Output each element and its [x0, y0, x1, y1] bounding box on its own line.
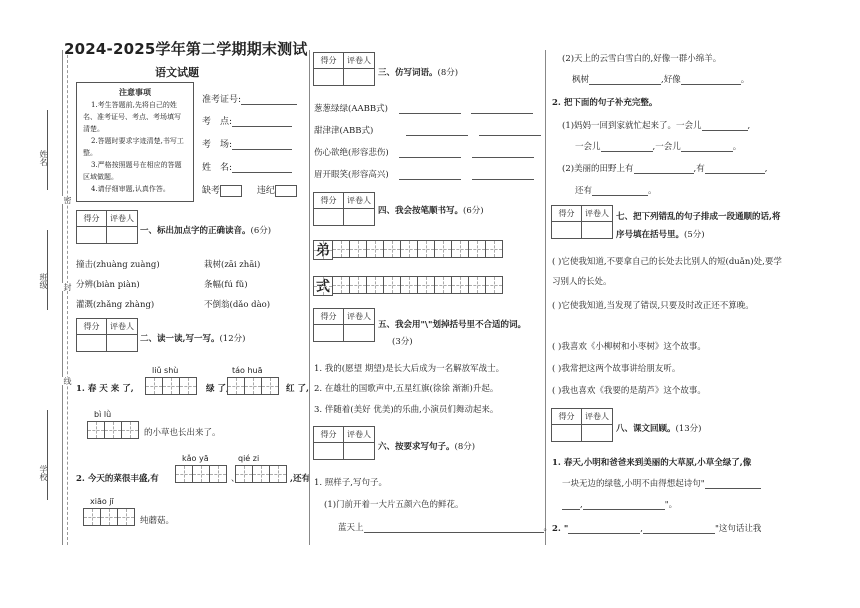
center-field[interactable]: [202, 114, 292, 127]
pinyin-xiaoji: xiāo jī: [90, 497, 114, 506]
s7-item[interactable]: ( )它使我知道,不要拿自己的长处去比别人的短(duǎn)处,要学习别人的长处。: [552, 257, 782, 287]
discipline-label: 违纪: [256, 186, 275, 196]
pinyin-qiezi: qié zi: [238, 454, 260, 463]
s8-q1: 1. 春天,小明和爸爸来到美丽的大草原,小草全绿了,像: [552, 458, 752, 468]
tianzige-taohua[interactable]: [228, 377, 279, 395]
s1-item[interactable]: 条幅(fú fǔ): [204, 280, 248, 290]
section-5-points: (3分): [392, 337, 413, 347]
name-label: 姓名: [39, 150, 48, 166]
char-shi: 式: [313, 276, 333, 296]
c3-s2a[interactable]: (1)妈妈一回到家就忙起来了。一会儿 ,: [562, 121, 751, 131]
tianzige-qiezi[interactable]: [236, 465, 287, 483]
absent-field[interactable]: [202, 183, 297, 197]
notice-box: [76, 82, 194, 202]
s7-item[interactable]: ( )我常把这两个故事讲给朋友听。: [552, 364, 681, 374]
section-8-title: 八、课文回顾。(13分): [616, 424, 702, 434]
page-subtitle: 语文试题: [155, 66, 199, 79]
section-6-title: 六、按要求写句子。(8分): [378, 442, 476, 452]
s2-line2-a: 2. 今天的菜很丰盛,有: [76, 474, 159, 484]
s2-line1-b: 绿 了,: [206, 384, 229, 394]
s2-line2-b: 、: [231, 474, 240, 484]
school-blank[interactable]: [47, 410, 48, 500]
s3-item[interactable]: 眉开眼笑(形容高兴): [314, 168, 534, 180]
s8-q1c[interactable]: , "。: [562, 498, 677, 510]
score-box-3: 得分 评卷人: [313, 52, 375, 86]
column-divider: [545, 50, 546, 545]
c3-s2b[interactable]: 一会儿 ,一会儿 。: [575, 142, 742, 152]
tianzige-kaoya[interactable]: [176, 465, 227, 483]
s8-q1b[interactable]: 一块无边的绿毯,小明不由得想起诗句": [562, 477, 761, 489]
c3-q2: (2)天上的云雪白雪白的,好像一群小绵羊。: [562, 54, 722, 64]
ticket-label: 准考证号:: [202, 95, 242, 105]
name-blank[interactable]: [47, 110, 48, 190]
pinyin-kaoya: kǎo yā: [182, 454, 209, 463]
section-5-title: 五、我会用"\"划掉括号里不合适的词。: [378, 320, 526, 330]
binding-dashed-line: [67, 50, 68, 545]
c3-fill[interactable]: 枫树 ,好像 。: [572, 75, 750, 85]
tianzige-xiaoji[interactable]: [84, 508, 135, 526]
s7-item[interactable]: ( )我喜欢《小柳树和小枣树》这个故事。: [552, 342, 706, 352]
s2-line1-c: 红 了,: [286, 384, 309, 394]
notice-title: 注意事项: [119, 87, 151, 97]
score-box-4: 得分 评卷人: [313, 192, 375, 226]
pinyin-bilu: bì lǜ: [94, 410, 112, 419]
c3-s2f[interactable]: 还有 。: [575, 186, 657, 196]
section-2-title: 二、读一读,写一写。(12分): [140, 334, 246, 344]
name-field[interactable]: [202, 160, 292, 173]
score-box-7: 得分 评卷人: [551, 205, 613, 239]
s2-line2-c: ,还有: [290, 474, 310, 484]
room-field[interactable]: [202, 137, 292, 150]
section-1-title: 一、标出加点字的正确读音。(6分): [140, 226, 272, 236]
pinyin-taohua: táo huā: [232, 366, 263, 375]
c3-s2-title: 2. 把下面的句子补充完整。: [552, 98, 658, 108]
column-divider: [309, 50, 310, 545]
section-7-title: 七、把下列错乱的句子排成一段通顺的话,将序号填在括号里。(5分): [616, 212, 781, 240]
s6-answer[interactable]: 蓝天上 。: [338, 523, 553, 533]
section-4-title: 四、我会按笔顺书写。(6分): [378, 206, 484, 216]
s3-item[interactable]: 伤心欲绝(形容悲伤): [314, 146, 534, 158]
c3-s2d[interactable]: (2)美丽的田野上有 ,有 ,: [562, 164, 768, 174]
seal-feng: 封: [63, 283, 72, 291]
tianzige-liushu[interactable]: [146, 377, 197, 395]
s3-item[interactable]: 甜津津(ABB式): [314, 124, 541, 136]
section-3-title: 三、仿写词语。(8分): [378, 68, 459, 78]
school-label: 学校: [39, 465, 48, 481]
s1-item[interactable]: 不倒翁(dǎo dào): [204, 300, 271, 310]
s7-item[interactable]: ( )我也喜欢《我要的是葫芦》这个故事。: [552, 386, 706, 396]
absent-label: 缺考: [202, 186, 221, 196]
binding-line: [62, 50, 63, 545]
class-blank[interactable]: [47, 230, 48, 310]
name-field-label: 姓 名:: [202, 163, 233, 173]
notice-item: 1.考生答题前,先将自己的姓名、准考证号、考点、考场填写清楚。: [83, 101, 181, 133]
s6-example: (1)门前开着一大片五颜六色的鲜花。: [324, 500, 464, 510]
room-label: 考 场:: [202, 140, 233, 150]
stroke-grid-shi[interactable]: [314, 276, 503, 296]
ticket-field[interactable]: [202, 92, 297, 105]
seal-mi: 密: [63, 196, 72, 204]
s3-item[interactable]: 葱葱绿绿(AABB式): [314, 102, 533, 114]
score-box-5: 得分 评卷人: [313, 308, 375, 342]
s5-item[interactable]: 3. 伴随着(美好 优美)的乐曲,小演员们舞动起来。: [314, 405, 499, 415]
notice-item: 3.严格按照题号在相应的答题区域做题。: [83, 161, 182, 181]
score-box-8: 得分 评卷人: [551, 408, 613, 442]
stroke-grid-di[interactable]: [314, 240, 503, 260]
s1-item[interactable]: 栽树(zāi zhāi): [204, 260, 261, 270]
s8-q2[interactable]: 2. " , "这句话让我: [552, 524, 762, 534]
s5-item[interactable]: 2. 在雄壮的国歌声中,五星红旗(徐徐 渐渐)升起。: [314, 384, 499, 394]
score-box-6: 得分 评卷人: [313, 426, 375, 460]
s1-item[interactable]: 分辨(biàn piàn): [76, 280, 140, 290]
s5-item[interactable]: 1. 我的(愿望 期望)是长大后成为一名解放军战士。: [314, 364, 505, 374]
notice-item: 4.请仔细审题,认真作答。: [91, 185, 170, 193]
score-box-1: 得分 评卷人: [76, 210, 138, 244]
s1-item[interactable]: 撞击(zhuàng zuàng): [76, 260, 160, 270]
s2-line2-d: 纯蘑菇。: [140, 516, 175, 526]
page-title: 2024-2025学年第二学期期末测试: [64, 40, 308, 58]
class-label: 班级: [39, 273, 48, 289]
seal-xian: 线: [63, 377, 72, 385]
s6-q1: 1. 照样子,写句子。: [314, 478, 388, 488]
s1-item[interactable]: 灌溉(zhǎng zhàng): [76, 300, 155, 310]
tianzige-bilu[interactable]: [88, 421, 139, 439]
notice-item: 2.答题时要求字迹清楚,书写工整。: [83, 137, 184, 157]
s2-line1-d: 的小草也长出来了。: [144, 428, 221, 438]
s2-line1-a: 1. 春 天 来 了,: [76, 384, 134, 394]
char-di: 弟: [313, 240, 333, 260]
score-box-2: 得分 评卷人: [76, 318, 138, 352]
pinyin-liushu: liǔ shù: [152, 366, 179, 375]
s7-item[interactable]: ( )它使我知道,当发现了错误,只要及时改正还不算晚。: [552, 301, 754, 311]
center-label: 考 点:: [202, 117, 233, 127]
